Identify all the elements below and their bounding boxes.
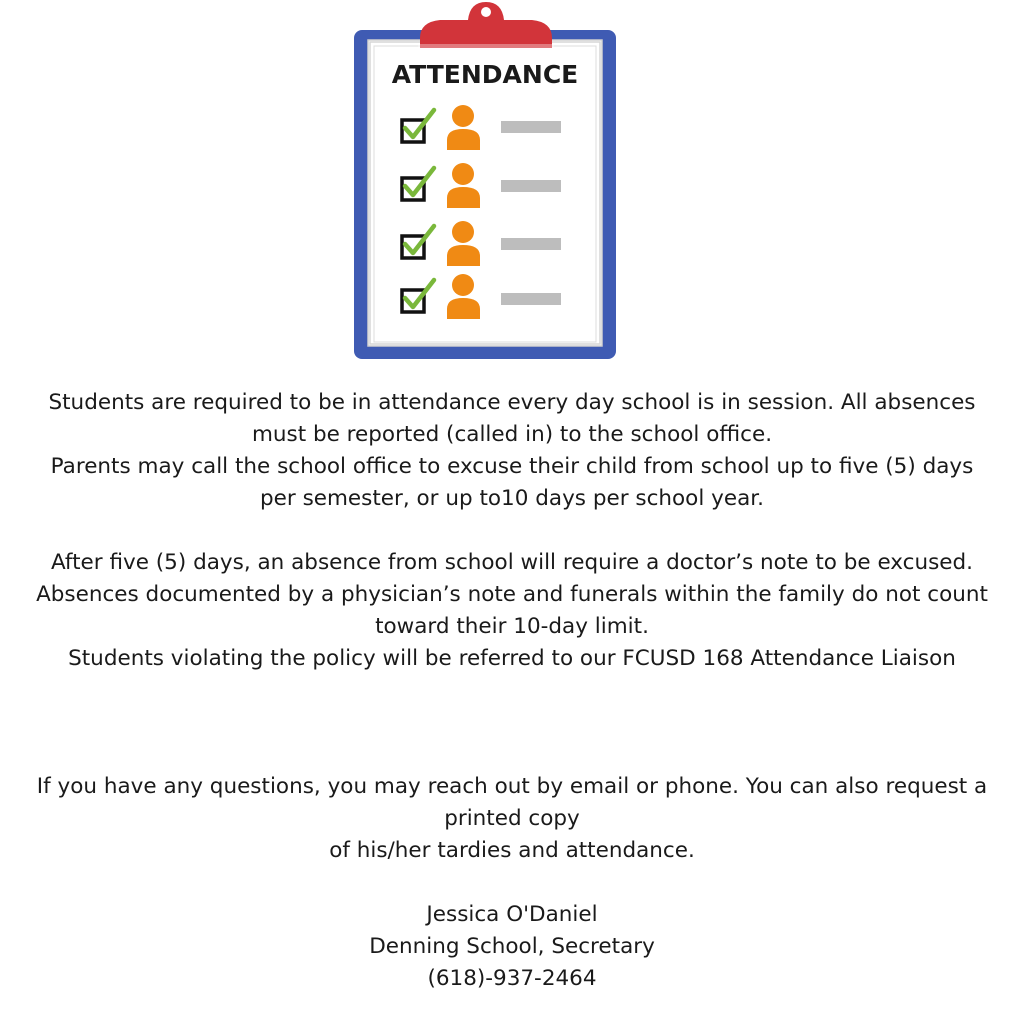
- clip-hole-icon: [481, 7, 491, 17]
- person-icon-body: [447, 187, 480, 208]
- policy-line: per semester, or up to10 days per school year.: [260, 486, 764, 511]
- person-icon-body: [447, 298, 480, 319]
- name-line-placeholder: [501, 180, 561, 192]
- policy-paragraph-1: [0, 387, 1024, 515]
- clip-shadow: [418, 44, 554, 50]
- policy-line: must be reported (called in) to the school office.: [251, 422, 773, 447]
- contact-name: Jessica O'Daniel: [426, 902, 598, 927]
- contact-phone: (618)-937-2464: [427, 966, 597, 991]
- questions-line: printed copy: [444, 806, 580, 831]
- policy-line: Students are required to be in attendance every day school is in session. All absences: [48, 390, 976, 415]
- questions-line: of his/her tardies and attendance.: [329, 838, 695, 863]
- policy-line: Students violating the policy will be referred to our FCUSD 168 Attendance Liaison: [68, 646, 956, 671]
- name-line-placeholder: [501, 293, 561, 305]
- signature-block: [0, 899, 1024, 995]
- clipboard-svg: [350, 0, 620, 362]
- attendance-clipboard-illustration: [350, 0, 620, 362]
- person-icon-head: [452, 163, 474, 185]
- clipboard-title: ATTENDANCE: [391, 60, 579, 89]
- person-icon-head: [452, 274, 474, 296]
- contact-role: Denning School, Secretary: [369, 934, 655, 959]
- person-icon-head: [452, 105, 474, 127]
- person-icon-body: [447, 129, 480, 150]
- person-icon-body: [447, 245, 480, 266]
- policy-paragraph-2: [0, 547, 1024, 675]
- person-icon-head: [452, 221, 474, 243]
- questions-line: If you have any questions, you may reach out by email or phone. You can also request a: [36, 774, 988, 799]
- policy-line: toward their 10-day limit.: [375, 614, 649, 639]
- questions-paragraph: [0, 771, 1024, 867]
- name-line-placeholder: [501, 238, 561, 250]
- name-line-placeholder: [501, 121, 561, 133]
- policy-line: Absences documented by a physician’s note and funerals within the family do not count: [36, 582, 988, 607]
- policy-line: Parents may call the school office to excuse their child from school up to five (5) days: [50, 454, 974, 479]
- policy-line: After five (5) days, an absence from school will require a doctor’s note to be excused.: [50, 550, 973, 575]
